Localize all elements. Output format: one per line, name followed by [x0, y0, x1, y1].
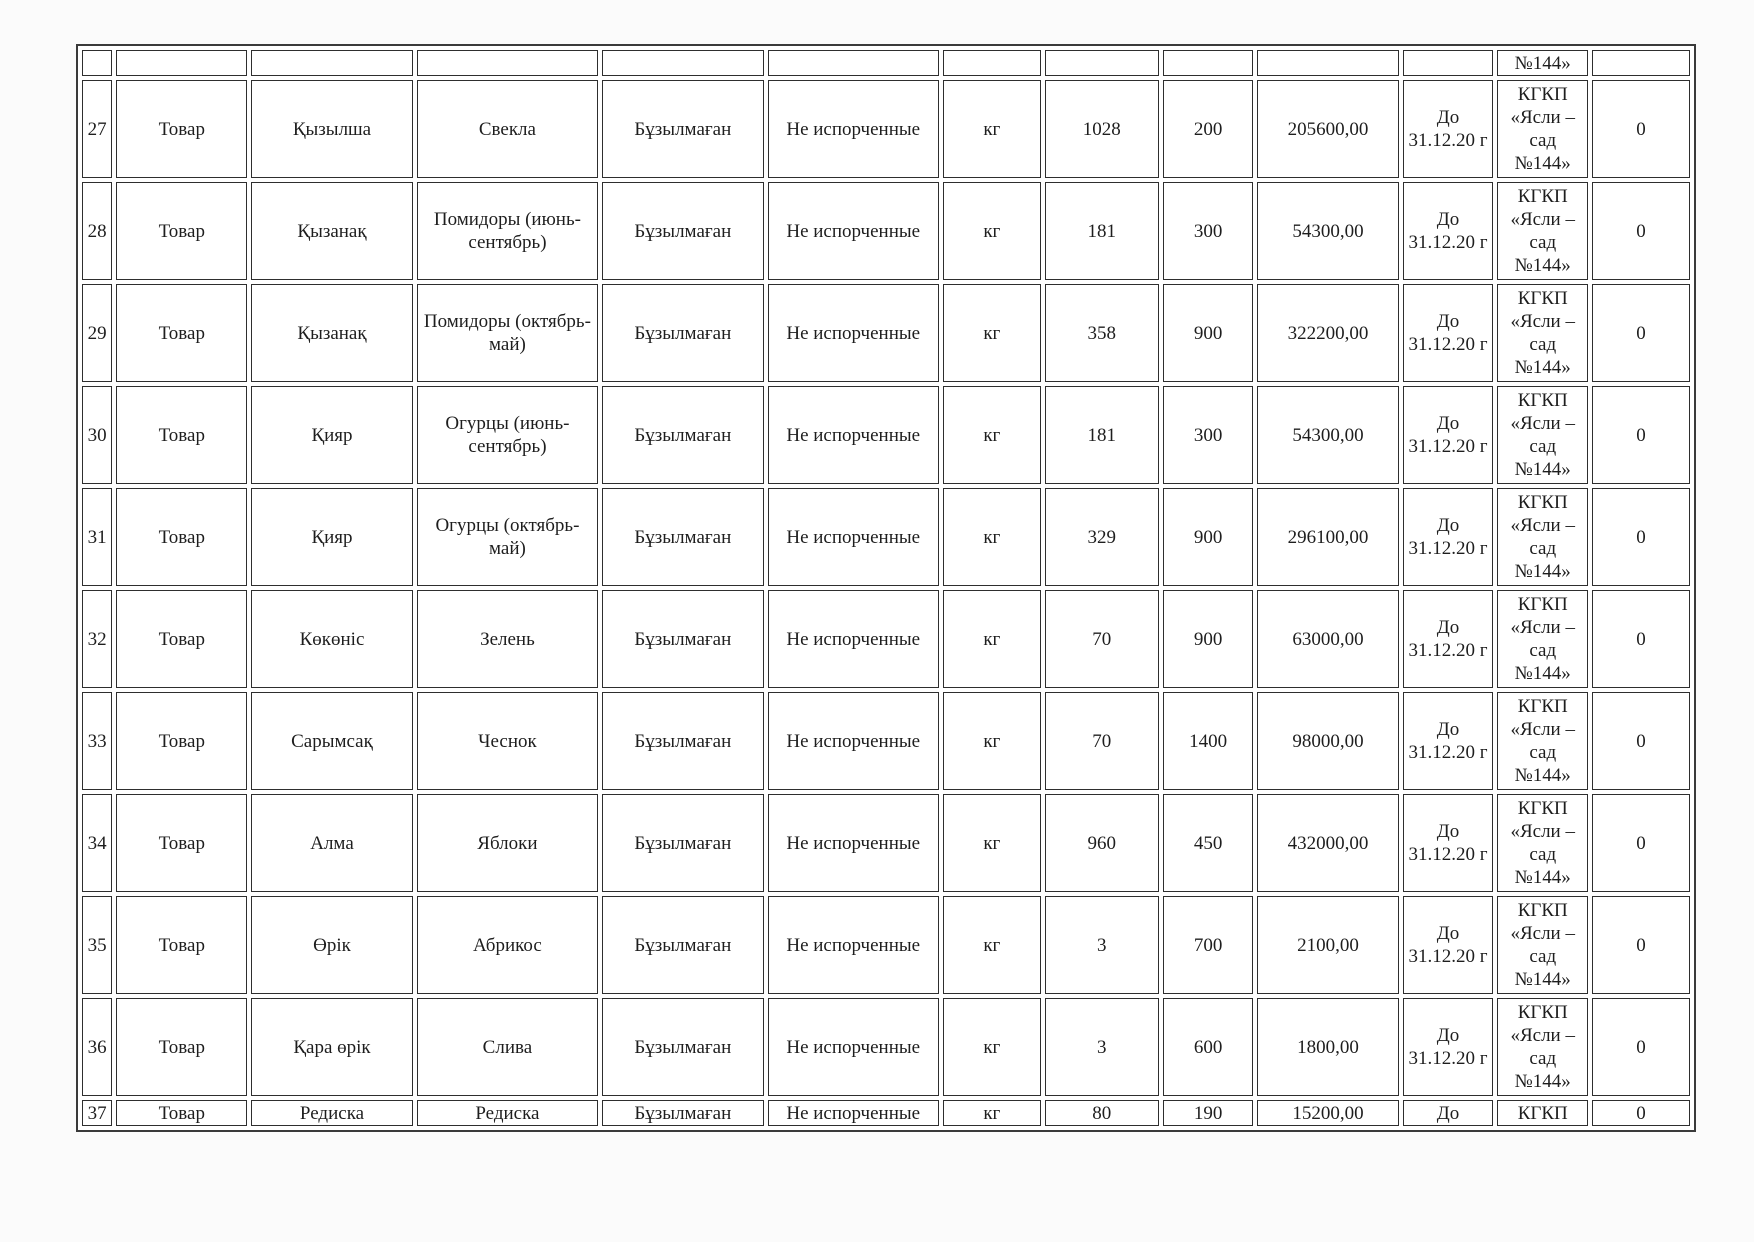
cell-price: 450: [1163, 794, 1254, 892]
cell-price: 200: [1163, 80, 1254, 178]
cell-num: 36: [82, 998, 112, 1096]
cell-date: До 31.12.20 г: [1403, 896, 1494, 994]
cell-date: До 31.12.20 г: [1403, 182, 1494, 280]
cell-num: 29: [82, 284, 112, 382]
cell-unit: [943, 50, 1041, 76]
cell-cond-ru: Не испорченные: [768, 998, 939, 1096]
table-row: [82, 284, 1690, 382]
cell-cond-ru: [768, 50, 939, 76]
cell-price: 600: [1163, 998, 1254, 1096]
cell-last: 0: [1592, 998, 1690, 1096]
cell-num: 35: [82, 896, 112, 994]
cell-type: Товар: [116, 182, 247, 280]
cell-last: 0: [1592, 1100, 1690, 1126]
cell-org: КГКП «Ясли – сад №144»: [1497, 284, 1588, 382]
cell-unit: кг: [943, 182, 1041, 280]
cell-cond-kz: Бұзылмаған: [602, 1100, 763, 1126]
cell-date: До 31.12.20 г: [1403, 80, 1494, 178]
cell-name-ru: Редиска: [417, 1100, 599, 1126]
cell-last: 0: [1592, 896, 1690, 994]
cell-num: 34: [82, 794, 112, 892]
cell-name-ru: Абрикос: [417, 896, 599, 994]
cell-name-ru: Чеснок: [417, 692, 599, 790]
cell-date: До 31.12.20 г: [1403, 284, 1494, 382]
cell-name-kz: Қызанақ: [251, 284, 412, 382]
cell-type: Товар: [116, 488, 247, 586]
cell-date: До: [1403, 1100, 1494, 1126]
table-row: [82, 998, 1690, 1096]
cell-last: 0: [1592, 386, 1690, 484]
cell-price: 900: [1163, 590, 1254, 688]
cell-date: До 31.12.20 г: [1403, 794, 1494, 892]
cell-qty: [1045, 50, 1159, 76]
table-row-last: [82, 1100, 1690, 1126]
table-row: [82, 794, 1690, 892]
cell-last: 0: [1592, 488, 1690, 586]
cell-qty: 1028: [1045, 80, 1159, 178]
cell-num: [82, 50, 112, 76]
goods-table: [76, 44, 1696, 1132]
cell-unit: кг: [943, 692, 1041, 790]
cell-num: 27: [82, 80, 112, 178]
cell-price: 300: [1163, 386, 1254, 484]
cell-qty: 80: [1045, 1100, 1159, 1126]
cell-name-ru: Помидоры (июнь-сентябрь): [417, 182, 599, 280]
table-row: [82, 386, 1690, 484]
cell-sum: 98000,00: [1257, 692, 1398, 790]
cell-num: 30: [82, 386, 112, 484]
cell-name-ru: Огурцы (июнь-сентябрь): [417, 386, 599, 484]
cell-name-kz: Алма: [251, 794, 412, 892]
cell-type: Товар: [116, 692, 247, 790]
cell-date: До 31.12.20 г: [1403, 692, 1494, 790]
cell-cond-kz: Бұзылмаған: [602, 896, 763, 994]
cell-qty: 358: [1045, 284, 1159, 382]
cell-org: КГКП «Ясли – сад №144»: [1497, 488, 1588, 586]
cell-cond-ru: Не испорченные: [768, 1100, 939, 1126]
cell-qty: 181: [1045, 182, 1159, 280]
cell-cond-ru: Не испорченные: [768, 488, 939, 586]
cell-cond-ru: Не испорченные: [768, 590, 939, 688]
cell-sum: 432000,00: [1257, 794, 1398, 892]
cell-qty: 70: [1045, 692, 1159, 790]
cell-sum: [1257, 50, 1398, 76]
table-row: [82, 692, 1690, 790]
table-row-continued: [82, 50, 1690, 76]
cell-unit: кг: [943, 896, 1041, 994]
cell-sum: 205600,00: [1257, 80, 1398, 178]
cell-last: 0: [1592, 692, 1690, 790]
cell-unit: кг: [943, 80, 1041, 178]
cell-qty: 181: [1045, 386, 1159, 484]
cell-num: 33: [82, 692, 112, 790]
cell-name-ru: Зелень: [417, 590, 599, 688]
table-row: [82, 896, 1690, 994]
cell-date: До 31.12.20 г: [1403, 998, 1494, 1096]
cell-num: 32: [82, 590, 112, 688]
cell-name-kz: Қызанақ: [251, 182, 412, 280]
cell-name-kz: Сарымсақ: [251, 692, 412, 790]
cell-sum: 63000,00: [1257, 590, 1398, 688]
cell-sum: 54300,00: [1257, 386, 1398, 484]
cell-unit: кг: [943, 794, 1041, 892]
cell-sum: 1800,00: [1257, 998, 1398, 1096]
cell-cond-ru: Не испорченные: [768, 386, 939, 484]
cell-name-kz: Қияр: [251, 488, 412, 586]
cell-type: Товар: [116, 386, 247, 484]
cell-cond-ru: Не испорченные: [768, 794, 939, 892]
cell-name-ru: Яблоки: [417, 794, 599, 892]
cell-unit: кг: [943, 386, 1041, 484]
cell-cond-kz: [602, 50, 763, 76]
cell-last: 0: [1592, 284, 1690, 382]
cell-price: [1163, 50, 1254, 76]
cell-unit: кг: [943, 488, 1041, 586]
cell-qty: 70: [1045, 590, 1159, 688]
cell-org: №144»: [1497, 50, 1588, 76]
cell-cond-kz: Бұзылмаған: [602, 692, 763, 790]
cell-name-ru: Помидоры (октябрь-май): [417, 284, 599, 382]
cell-org: КГКП «Ясли – сад №144»: [1497, 80, 1588, 178]
cell-num: 37: [82, 1100, 112, 1126]
cell-type: Товар: [116, 998, 247, 1096]
cell-last: 0: [1592, 80, 1690, 178]
cell-org: КГКП «Ясли – сад №144»: [1497, 182, 1588, 280]
cell-org: КГКП «Ясли – сад №144»: [1497, 386, 1588, 484]
cell-type: Товар: [116, 80, 247, 178]
cell-sum: 54300,00: [1257, 182, 1398, 280]
cell-type: [116, 50, 247, 76]
cell-qty: 960: [1045, 794, 1159, 892]
cell-num: 31: [82, 488, 112, 586]
table-row: [82, 590, 1690, 688]
cell-qty: 3: [1045, 998, 1159, 1096]
cell-org: КГКП «Ясли – сад №144»: [1497, 896, 1588, 994]
cell-name-kz: Қияр: [251, 386, 412, 484]
cell-sum: 15200,00: [1257, 1100, 1398, 1126]
cell-name-kz: Қара өрік: [251, 998, 412, 1096]
cell-org: КГКП «Ясли – сад №144»: [1497, 590, 1588, 688]
cell-name-kz: Көкөніс: [251, 590, 412, 688]
cell-org: КГКП «Ясли – сад №144»: [1497, 692, 1588, 790]
cell-date: [1403, 50, 1494, 76]
cell-last: 0: [1592, 182, 1690, 280]
cell-name-ru: Огурцы (октябрь-май): [417, 488, 599, 586]
table-row: [82, 488, 1690, 586]
cell-cond-kz: Бұзылмаған: [602, 386, 763, 484]
cell-price: 300: [1163, 182, 1254, 280]
cell-name-ru: Свекла: [417, 80, 599, 178]
cell-type: Товар: [116, 284, 247, 382]
cell-cond-kz: Бұзылмаған: [602, 794, 763, 892]
cell-org: КГКП «Ясли – сад №144»: [1497, 998, 1588, 1096]
cell-last: 0: [1592, 590, 1690, 688]
cell-cond-kz: Бұзылмаған: [602, 488, 763, 586]
cell-unit: кг: [943, 284, 1041, 382]
cell-cond-kz: Бұзылмаған: [602, 590, 763, 688]
cell-sum: 2100,00: [1257, 896, 1398, 994]
cell-price: 900: [1163, 488, 1254, 586]
cell-cond-ru: Не испорченные: [768, 182, 939, 280]
cell-type: Товар: [116, 794, 247, 892]
cell-qty: 3: [1045, 896, 1159, 994]
cell-unit: кг: [943, 1100, 1041, 1126]
cell-num: 28: [82, 182, 112, 280]
cell-sum: 296100,00: [1257, 488, 1398, 586]
cell-date: До 31.12.20 г: [1403, 590, 1494, 688]
cell-date: До 31.12.20 г: [1403, 488, 1494, 586]
cell-unit: кг: [943, 998, 1041, 1096]
table-row: [82, 80, 1690, 178]
cell-cond-ru: Не испорченные: [768, 284, 939, 382]
cell-cond-ru: Не испорченные: [768, 692, 939, 790]
cell-name-kz: Өрік: [251, 896, 412, 994]
cell-unit: кг: [943, 590, 1041, 688]
cell-org: КГКП: [1497, 1100, 1588, 1126]
cell-type: Товар: [116, 896, 247, 994]
table-row: [82, 182, 1690, 280]
cell-name-kz: Редиска: [251, 1100, 412, 1126]
cell-price: 700: [1163, 896, 1254, 994]
cell-price: 900: [1163, 284, 1254, 382]
table-body: [82, 50, 1690, 1126]
cell-sum: 322200,00: [1257, 284, 1398, 382]
cell-cond-ru: Не испорченные: [768, 80, 939, 178]
cell-name-ru: [417, 50, 599, 76]
cell-name-kz: Қызылша: [251, 80, 412, 178]
cell-name-kz: [251, 50, 412, 76]
cell-org: КГКП «Ясли – сад №144»: [1497, 794, 1588, 892]
cell-price: 1400: [1163, 692, 1254, 790]
cell-name-ru: Слива: [417, 998, 599, 1096]
cell-cond-kz: Бұзылмаған: [602, 182, 763, 280]
cell-last: 0: [1592, 794, 1690, 892]
cell-cond-kz: Бұзылмаған: [602, 80, 763, 178]
cell-qty: 329: [1045, 488, 1159, 586]
cell-last: [1592, 50, 1690, 76]
cell-type: Товар: [116, 590, 247, 688]
cell-price: 190: [1163, 1100, 1254, 1126]
cell-cond-ru: Не испорченные: [768, 896, 939, 994]
cell-cond-kz: Бұзылмаған: [602, 998, 763, 1096]
cell-date: До 31.12.20 г: [1403, 386, 1494, 484]
cell-cond-kz: Бұзылмаған: [602, 284, 763, 382]
cell-type: Товар: [116, 1100, 247, 1126]
